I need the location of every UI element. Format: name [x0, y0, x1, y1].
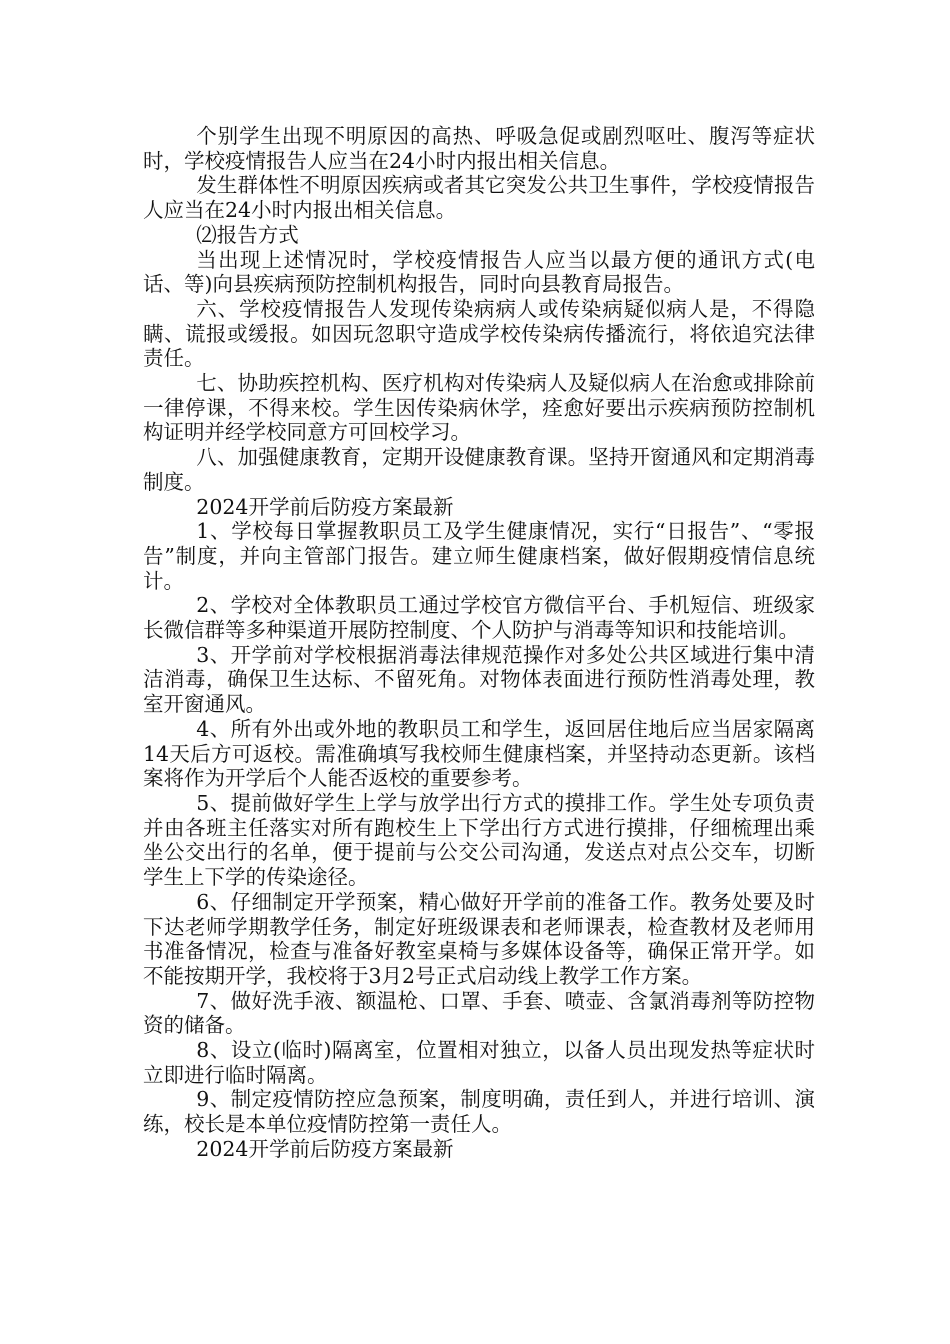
heading-plan-title: 2024开学前后防疫方案最新 — [196, 494, 454, 519]
paragraph-item-8: 8、设立(临时)隔离室，位置相对独立，以备人员出现发热等症状时立即进行临时隔离。 — [143, 1038, 815, 1087]
paragraph-section-eight: 八、加强健康教育，定期开设健康教育课。坚持开窗通风和定期消毒制度。 — [143, 445, 815, 494]
paragraph-public-health-event: 发生群体性不明原因疾病或者其它突发公共卫生事件，学校疫情报告人应当在24小时内报出相关信息。 — [143, 173, 815, 223]
paragraph-item-1: 1、学校每日掌握教职员工及学生健康情况，实行“日报告”、“零报告”制度，并向主管部门报告。建立师生健康档案，做好假期疫情信息统计。 — [143, 519, 815, 593]
paragraph-item-2: 2、学校对全体教职员工通过学校官方微信平台、手机短信、班级家长微信群等多种渠道开展防控制度、个人防护与消毒等知识和技能培训。 — [143, 593, 815, 643]
paragraph-item-4: 4、所有外出或外地的教职员工和学生，返回居住地后应当居家隔离14天后方可返校。需准确填写我校师生健康档案，并坚持动态更新。该档案将作为开学后个人能否返校的重要参考。 — [143, 716, 815, 791]
paragraph-item-9: 9、制定疫情防控应急预案，制度明确，责任到人，并进行培训、演练，校长是本单位疫情防控第一责任人。 — [143, 1087, 815, 1137]
heading-report-method: ⑵报告方式 — [196, 222, 299, 247]
paragraph-report-channel: 当出现上述情况时，学校疫情报告人应当以最方便的通讯方式(电话、等)向县疾病预防控制机构报告，同时向县教育局报告。 — [143, 247, 815, 297]
paragraph-item-5: 5、提前做好学生上学与放学出行方式的摸排工作。学生处专项负责并由各班主任落实对所有跑校生上下学出行方式进行摸排，仔细梳理出乘坐公交出行的名单，便于提前与公交公司沟通，发送点对点公交车，切断学生上下学的传染途径。 — [143, 790, 815, 890]
heading-plan-title-repeat: 2024开学前后防疫方案最新 — [196, 1136, 454, 1161]
paragraph-item-7: 7、做好洗手液、额温枪、口罩、手套、喷壶、含氯消毒剂等防控物资的储备。 — [143, 988, 815, 1038]
document-body — [143, 124, 815, 1162]
paragraph-item-3: 3、开学前对学校根据消毒法律规范操作对多处公共区域进行集中清洁消毒，确保卫生达标、不留死角。对物体表面进行预防性消毒处理，教室开窗通风。 — [143, 642, 815, 717]
paragraph-section-seven: 七、协助疾控机构、医疗机构对传染病人及疑似病人在治愈或排除前一律停课，不得来校。学生因传染病休学，痊愈好要出示疾病预防控制机构证明并经学校同意方可回校学习。 — [143, 371, 815, 445]
paragraph-item-6: 6、仔细制定开学预案，精心做好开学前的准备工作。教务处要及时下达老师学期教学任务，制定好班级课表和老师课表，检查教材及老师用书准备情况，检查与准备好教室桌椅与多媒体设备等，确保正常开学。如不能按期开学，我校将于3月2号正式启动线上教学工作方案。 — [143, 889, 815, 988]
paragraph-symptom-report: 个别学生出现不明原因的高热、呼吸急促或剧烈呕吐、腹泻等症状时，学校疫情报告人应当在24小时内报出相关信息。 — [143, 124, 815, 173]
paragraph-section-six: 六、学校疫情报告人发现传染病病人或传染病疑似病人是，不得隐瞒、谎报或缓报。如因玩忽职守造成学校传染病传播流行，将依追究法律责任。 — [143, 296, 815, 371]
